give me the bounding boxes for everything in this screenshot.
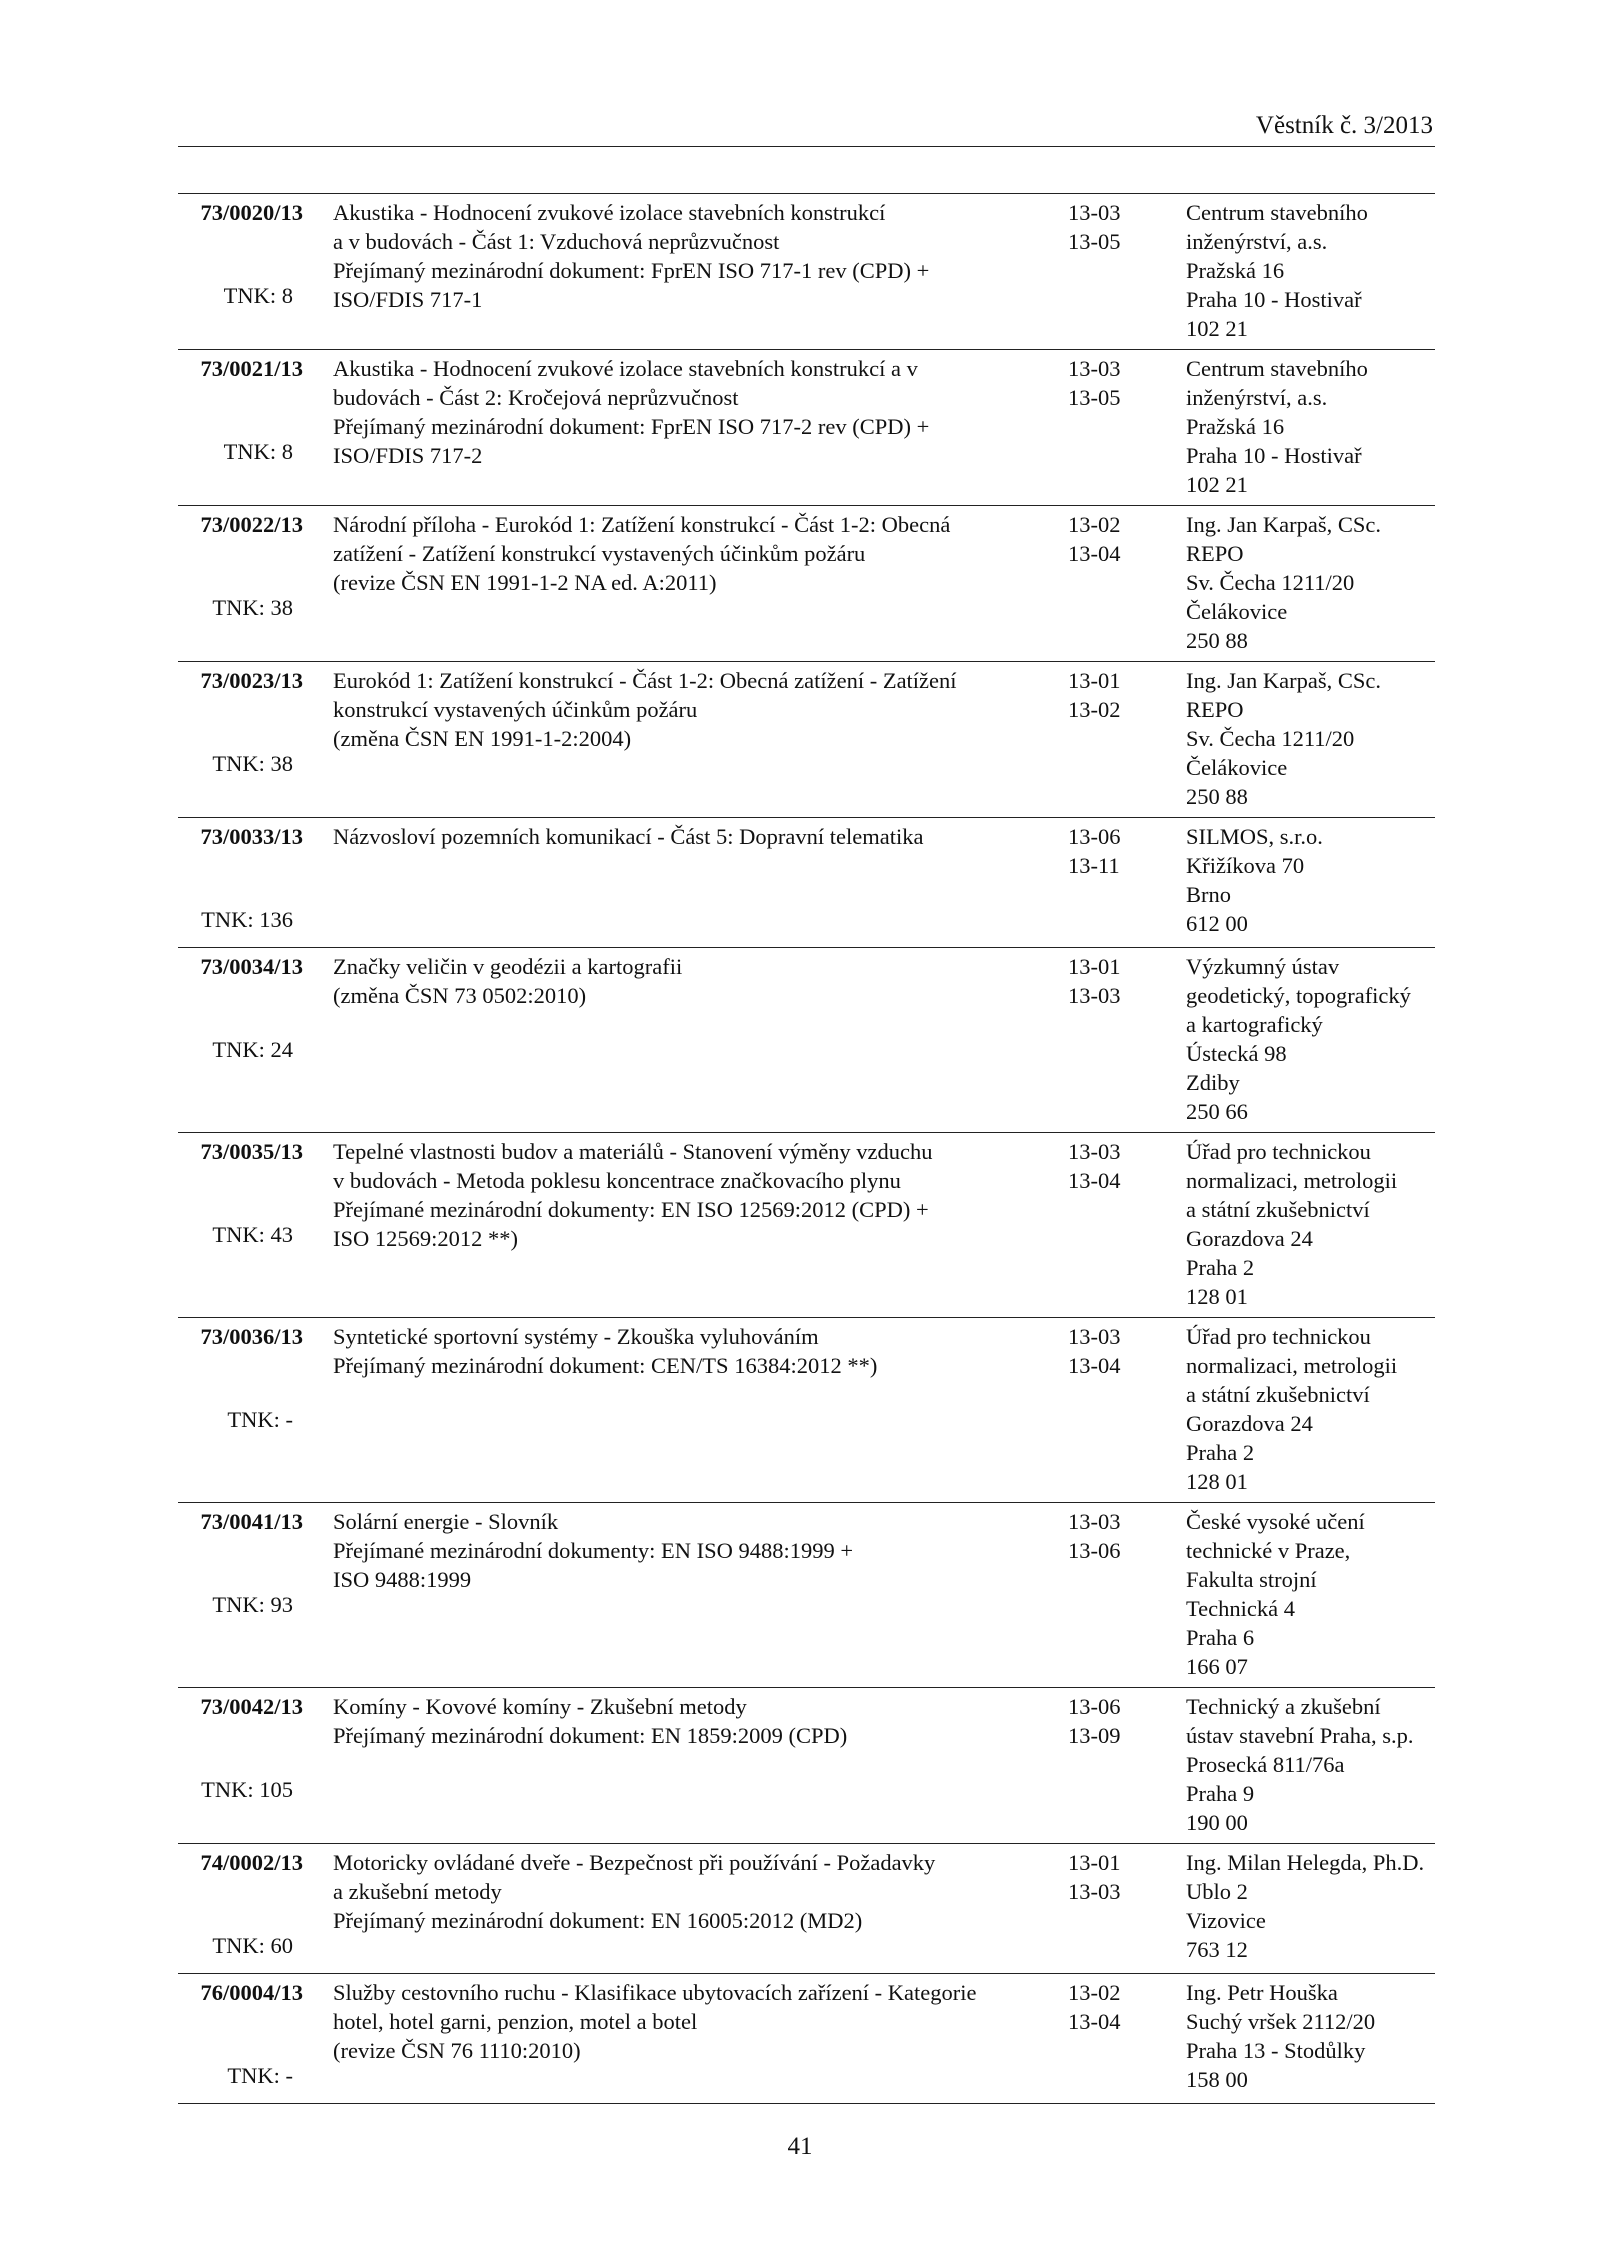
tnk-label: TNK: -: [227, 2063, 293, 2088]
group-code: 13-03: [1068, 983, 1121, 1008]
address-line: Ublo 2: [1186, 1879, 1248, 1904]
table-row: [178, 1843, 1435, 1973]
standard-code: 73/0023/13: [200, 668, 303, 693]
description-line: Motoricky ovládané dveře - Bezpečnost při používání - Požadavky: [333, 1850, 936, 1875]
group-codes: [1068, 1507, 1158, 1565]
address-line: Úřad pro technickou: [1186, 1324, 1371, 1349]
group-code: 13-06: [1068, 1538, 1121, 1563]
table-row: [178, 1132, 1435, 1317]
address-line: Praha 9: [1186, 1781, 1255, 1806]
address-line: Pražská 16: [1186, 414, 1285, 439]
standard-code: 73/0020/13: [200, 200, 303, 225]
tnk-label: TNK: 43: [212, 1222, 293, 1247]
processor-address: [1186, 1507, 1436, 1681]
address-line: Praha 10 - Hostivař: [1186, 287, 1362, 312]
address-line: Centrum stavebního: [1186, 356, 1368, 381]
address-line: Praha 13 - Stodůlky: [1186, 2038, 1366, 2063]
address-line: Sv. Čecha 1211/20: [1186, 726, 1355, 751]
group-codes: [1068, 198, 1158, 256]
standard-code: 73/0042/13: [200, 1694, 303, 1719]
group-codes: [1068, 822, 1158, 880]
description-line: Názvosloví pozemních komunikací - Část 5: Dopravní telematika: [333, 824, 924, 849]
description-line: Služby cestovního ruchu - Klasifikace ubytovacích zařízení - Kategorie: [333, 1980, 977, 2005]
address-line: Fakulta strojní: [1186, 1567, 1317, 1592]
description-line: ISO/FDIS 717-2: [333, 443, 483, 468]
tnk-label: TNK: 8: [223, 439, 293, 464]
address-line: REPO: [1186, 697, 1244, 722]
description-line: Tepelné vlastnosti budov a materiálů - Stanovení výměny vzduchu: [333, 1139, 933, 1164]
description-line: zatížení - Zatížení konstrukcí vystavených účinkům požáru: [333, 541, 866, 566]
group-code: 13-03: [1068, 200, 1121, 225]
group-code: 13-04: [1068, 541, 1121, 566]
tnk-label: TNK: 8: [223, 283, 293, 308]
group-code: 13-02: [1068, 1980, 1121, 2005]
group-codes: [1068, 952, 1158, 1010]
address-line: a státní zkušebnictví: [1186, 1382, 1370, 1407]
description-line: hotel, hotel garni, penzion, motel a botel: [333, 2009, 698, 2034]
address-line: Křižíkova 70: [1186, 853, 1305, 878]
address-line: Suchý vršek 2112/20: [1186, 2009, 1376, 2034]
group-code: 13-03: [1068, 1324, 1121, 1349]
standards-table: [178, 193, 1435, 2104]
address-line: 763 12: [1186, 1937, 1248, 1962]
table-row: [178, 1502, 1435, 1687]
group-code: 13-03: [1068, 1509, 1121, 1534]
processor-address: [1186, 354, 1436, 499]
description-line: budovách - Část 2: Kročejová neprůzvučnost: [333, 385, 739, 410]
address-line: Ing. Milan Helegda, Ph.D.: [1186, 1850, 1425, 1875]
address-line: Brno: [1186, 882, 1231, 907]
description-line: ISO 12569:2012 **): [333, 1226, 518, 1251]
address-line: 128 01: [1186, 1469, 1248, 1494]
tnk-label: TNK: 38: [212, 595, 293, 620]
group-code: 13-03: [1068, 1139, 1121, 1164]
standard-code: 73/0036/13: [200, 1324, 303, 1349]
group-codes: [1068, 1848, 1158, 1906]
address-line: Sv. Čecha 1211/20: [1186, 570, 1355, 595]
address-line: REPO: [1186, 541, 1244, 566]
tnk-label: TNK: 93: [212, 1592, 293, 1617]
description-line: Eurokód 1: Zatížení konstrukcí - Část 1-2: Obecná zatížení - Zatížení: [333, 668, 957, 693]
standard-code: 73/0033/13: [200, 824, 303, 849]
address-line: geodetický, topografický: [1186, 983, 1411, 1008]
description-line: ISO/FDIS 717-1: [333, 287, 483, 312]
group-code: 13-02: [1068, 512, 1121, 537]
group-code: 13-09: [1068, 1723, 1121, 1748]
address-line: Gorazdova 24: [1186, 1411, 1313, 1436]
table-row: [178, 1973, 1435, 2104]
group-code: 13-02: [1068, 697, 1121, 722]
address-line: Ing. Jan Karpaš, CSc.: [1186, 668, 1381, 693]
address-line: 158 00: [1186, 2067, 1248, 2092]
tnk-label: TNK: -: [227, 1407, 293, 1432]
tnk-label: TNK: 105: [201, 1777, 293, 1802]
processor-address: [1186, 822, 1436, 938]
tnk-label: TNK: 38: [212, 751, 293, 776]
description-line: Národní příloha - Eurokód 1: Zatížení konstrukcí - Část 1-2: Obecná: [333, 512, 951, 537]
address-line: inženýrství, a.s.: [1186, 385, 1328, 410]
standard-code: 73/0041/13: [200, 1509, 303, 1534]
group-code: 13-06: [1068, 824, 1121, 849]
group-codes: [1068, 354, 1158, 412]
address-line: 250 88: [1186, 628, 1248, 653]
table-row: [178, 505, 1435, 661]
address-line: 128 01: [1186, 1284, 1248, 1309]
description-line: (revize ČSN 76 1110:2010): [333, 2038, 581, 2063]
processor-address: [1186, 1848, 1436, 1964]
description-line: Přejímaný mezinárodní dokument: FprEN ISO 717-1 rev (CPD) +: [333, 258, 930, 283]
address-line: Gorazdova 24: [1186, 1226, 1313, 1251]
group-code: 13-03: [1068, 356, 1121, 381]
address-line: technické v Praze,: [1186, 1538, 1351, 1563]
group-code: 13-01: [1068, 1850, 1121, 1875]
address-line: Technický a zkušební: [1186, 1694, 1381, 1719]
address-line: České vysoké učení: [1186, 1509, 1365, 1534]
address-line: Pražská 16: [1186, 258, 1285, 283]
address-line: a kartografický: [1186, 1012, 1323, 1037]
address-line: Praha 10 - Hostivař: [1186, 443, 1362, 468]
address-line: Čelákovice: [1186, 599, 1288, 624]
address-line: a státní zkušebnictví: [1186, 1197, 1370, 1222]
group-code: 13-06: [1068, 1694, 1121, 1719]
group-codes: [1068, 1322, 1158, 1380]
address-line: Čelákovice: [1186, 755, 1288, 780]
page-number: 41: [787, 2133, 813, 2160]
description-line: Přejímaný mezinárodní dokument: EN 16005:2012 (MD2): [333, 1908, 863, 1933]
journal-title: Věstník č. 3/2013: [1255, 112, 1433, 139]
description-line: Akustika - Hodnocení zvukové izolace stavebních konstrukcí a v: [333, 356, 918, 381]
group-code: 13-05: [1068, 385, 1121, 410]
address-line: normalizaci, metrologii: [1186, 1353, 1398, 1378]
address-line: Centrum stavebního: [1186, 200, 1368, 225]
address-line: 102 21: [1186, 472, 1248, 497]
group-codes: [1068, 1137, 1158, 1195]
description-line: Přejímaný mezinárodní dokument: FprEN ISO 717-2 rev (CPD) +: [333, 414, 930, 439]
address-line: 250 66: [1186, 1099, 1248, 1124]
description-line: Přejímané mezinárodní dokumenty: EN ISO 9488:1999 +: [333, 1538, 854, 1563]
description-line: v budovách - Metoda poklesu koncentrace značkovacího plynu: [333, 1168, 901, 1193]
description-line: Akustika - Hodnocení zvukové izolace stavebních konstrukcí: [333, 200, 886, 225]
description-line: a zkušební metody: [333, 1879, 502, 1904]
page-header: [178, 110, 1435, 147]
tnk-label: TNK: 136: [201, 907, 293, 932]
processor-address: [1186, 1692, 1436, 1837]
table-row: [178, 1687, 1435, 1843]
group-codes: [1068, 510, 1158, 568]
description-line: Přejímaný mezinárodní dokument: EN 1859:2009 (CPD): [333, 1723, 848, 1748]
address-line: Technická 4: [1186, 1596, 1295, 1621]
address-line: 102 21: [1186, 316, 1248, 341]
standard-code: 73/0022/13: [200, 512, 303, 537]
address-line: Praha 2: [1186, 1440, 1255, 1465]
address-line: inženýrství, a.s.: [1186, 229, 1328, 254]
address-line: 250 88: [1186, 784, 1248, 809]
tnk-label: TNK: 60: [212, 1933, 293, 1958]
address-line: Vizovice: [1186, 1908, 1266, 1933]
address-line: Praha 6: [1186, 1625, 1255, 1650]
description-line: konstrukcí vystavených účinkům požáru: [333, 697, 698, 722]
standard-code: 73/0034/13: [200, 954, 303, 979]
group-codes: [1068, 666, 1158, 724]
processor-address: [1186, 510, 1436, 655]
group-code: 13-11: [1068, 853, 1120, 878]
tnk-label: TNK: 24: [212, 1037, 293, 1062]
processor-address: [1186, 198, 1436, 343]
standard-code: 76/0004/13: [200, 1980, 303, 2005]
address-line: Ing. Jan Karpaš, CSc.: [1186, 512, 1381, 537]
description-line: Komíny - Kovové komíny - Zkušební metody: [333, 1694, 747, 1719]
description-line: Značky veličin v geodézii a kartografii: [333, 954, 683, 979]
group-code: 13-05: [1068, 229, 1121, 254]
table-row: [178, 947, 1435, 1132]
group-code: 13-04: [1068, 2009, 1121, 2034]
group-codes: [1068, 1978, 1158, 2036]
group-code: 13-04: [1068, 1168, 1121, 1193]
processor-address: [1186, 1322, 1436, 1496]
group-code: 13-04: [1068, 1353, 1121, 1378]
description-line: a v budovách - Část 1: Vzduchová neprůzvučnost: [333, 229, 780, 254]
standard-code: 73/0035/13: [200, 1139, 303, 1164]
description-line: (změna ČSN 73 0502:2010): [333, 983, 587, 1008]
address-line: 190 00: [1186, 1810, 1248, 1835]
description-line: Syntetické sportovní systémy - Zkouška vyluhováním: [333, 1324, 819, 1349]
description-line: ISO 9488:1999: [333, 1567, 472, 1592]
standard-code: 74/0002/13: [200, 1850, 303, 1875]
address-line: Úřad pro technickou: [1186, 1139, 1371, 1164]
description-line: Přejímaný mezinárodní dokument: CEN/TS 16384:2012 **): [333, 1353, 878, 1378]
table-row: [178, 817, 1435, 947]
address-line: SILMOS, s.r.o.: [1186, 824, 1323, 849]
processor-address: [1186, 1978, 1436, 2094]
description-line: (změna ČSN EN 1991-1-2:2004): [333, 726, 632, 751]
address-line: ústav stavební Praha, s.p.: [1186, 1723, 1414, 1748]
description-line: Přejímané mezinárodní dokumenty: EN ISO 12569:2012 (CPD) +: [333, 1197, 929, 1222]
group-codes: [1068, 1692, 1158, 1750]
address-line: 612 00: [1186, 911, 1248, 936]
table-row: [178, 193, 1435, 349]
processor-address: [1186, 952, 1436, 1126]
table-row: [178, 661, 1435, 817]
address-line: 166 07: [1186, 1654, 1248, 1679]
standard-code: 73/0021/13: [200, 356, 303, 381]
table-row: [178, 349, 1435, 505]
address-line: Ústecká 98: [1186, 1041, 1287, 1066]
address-line: Ing. Petr Houška: [1186, 1980, 1338, 2005]
processor-address: [1186, 1137, 1436, 1311]
address-line: Zdiby: [1186, 1070, 1240, 1095]
processor-address: [1186, 666, 1436, 811]
description-line: (revize ČSN EN 1991-1-2 NA ed. A:2011): [333, 570, 717, 595]
address-line: Výzkumný ústav: [1186, 954, 1340, 979]
address-line: Prosecká 811/76a: [1186, 1752, 1345, 1777]
group-code: 13-01: [1068, 668, 1121, 693]
table-row: [178, 1317, 1435, 1502]
address-line: normalizaci, metrologii: [1186, 1168, 1398, 1193]
group-code: 13-01: [1068, 954, 1121, 979]
group-code: 13-03: [1068, 1879, 1121, 1904]
description-line: Solární energie - Slovník: [333, 1509, 559, 1534]
address-line: Praha 2: [1186, 1255, 1255, 1280]
